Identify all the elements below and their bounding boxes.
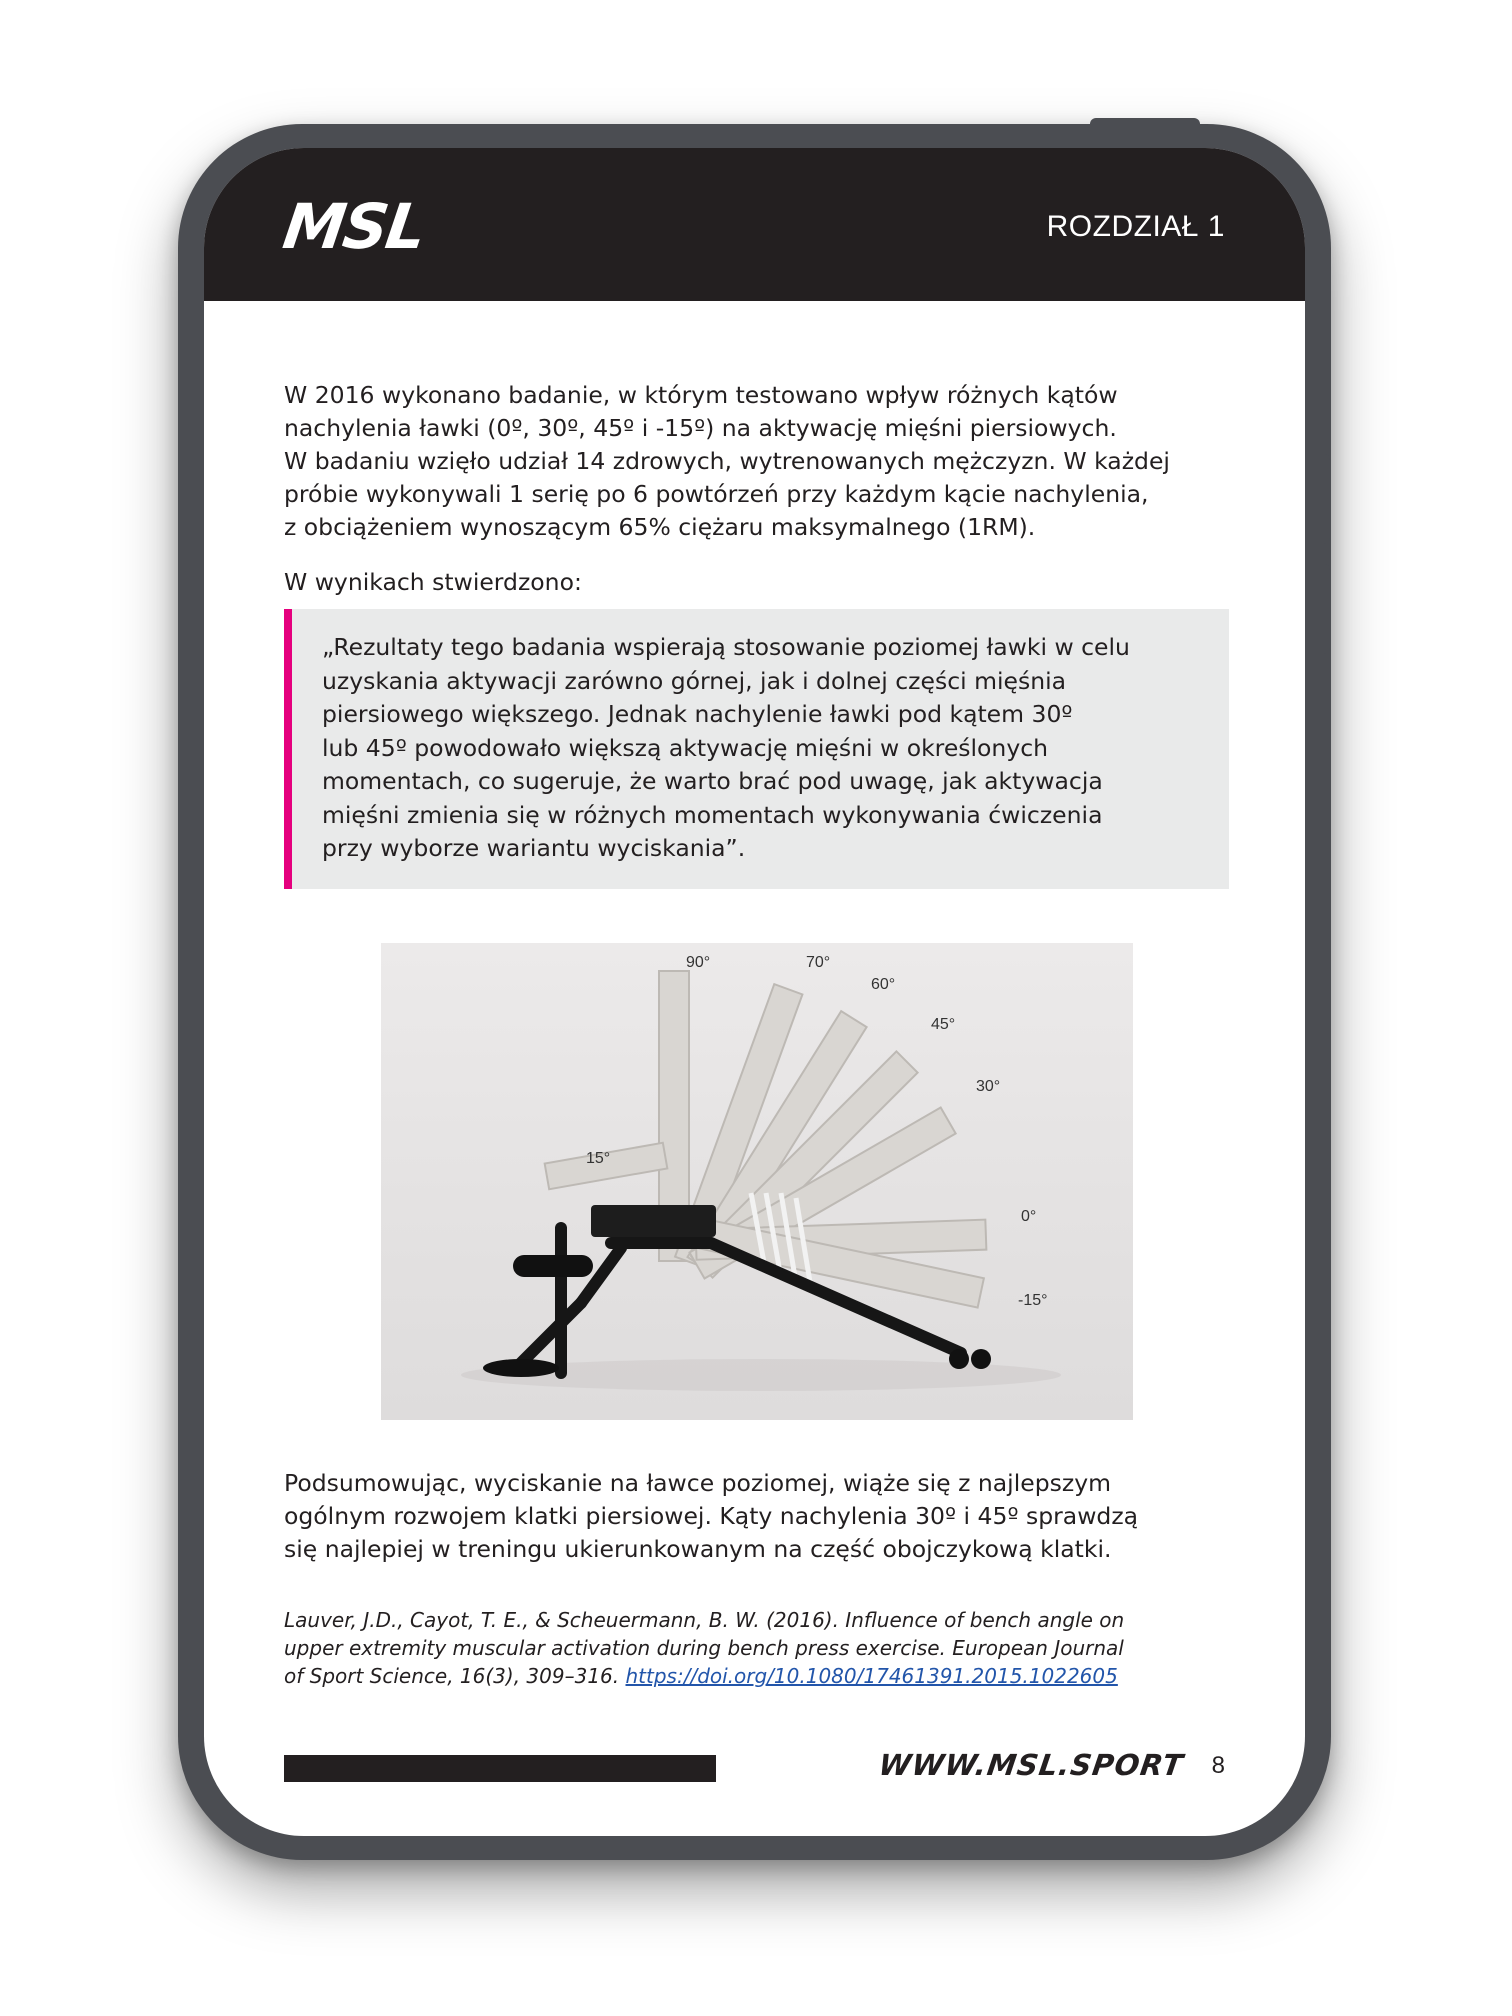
- quote-line: mięśni zmienia się w różnych momentach wykonywania ćwiczenia: [322, 800, 1103, 829]
- reference: [284, 1606, 1244, 1690]
- side-button: [1318, 564, 1330, 654]
- angle-label-60: 60°: [871, 976, 896, 993]
- footer-bar: [284, 1755, 716, 1782]
- reference-line: [284, 1662, 1244, 1690]
- quote-line: uzyskania aktywacji zarówno górnej, jak i dolnej części mięśnia: [322, 666, 1067, 695]
- reference-line: Lauver, J.D., Cayot, T. E., & Scheuermann, B. W. (2016). Influence of bench angle on: [284, 1608, 1125, 1632]
- angle-label-minus15: -15°: [1018, 1292, 1048, 1309]
- angle-label-90: 90°: [686, 954, 711, 971]
- page-number: 8: [1211, 1752, 1225, 1779]
- reference-line: upper extremity muscular activation during bench press exercise. European Journal: [284, 1636, 1124, 1660]
- tablet-frame: [178, 124, 1331, 1860]
- summary-paragraph: [284, 1467, 1224, 1566]
- quote-line: przy wyborze wariantu wyciskania”.: [322, 834, 746, 862]
- intro-line: z obciążeniem wynoszącym 65% ciężaru maksymalnego (1RM).: [284, 513, 1036, 541]
- quote-line: momentach, co sugeruje, że warto brać pod uwagę, jak aktywacja: [322, 767, 1103, 795]
- intro-paragraph: [284, 379, 1224, 544]
- doi-link[interactable]: https://doi.org/10.1080/17461391.2015.1022605: [625, 1664, 1118, 1688]
- page-screen: [204, 148, 1305, 1836]
- quote-block: [284, 609, 1229, 889]
- summary-line: ogólnym rozwojem klatki piersiowej. Kąty nachylenia 30º i 45º sprawdzą: [284, 1502, 1139, 1530]
- intro-line: W 2016 wykonano badanie, w którym testowano wpływ różnych kątów: [284, 381, 1118, 409]
- summary-line: się najlepiej w treningu ukierunkowanym na część obojczykową klatki.: [284, 1535, 1112, 1563]
- top-button: [1090, 118, 1200, 128]
- angle-label-30: 30°: [976, 1078, 1001, 1095]
- angle-label-45: 45°: [931, 1016, 956, 1033]
- summary-line: Podsumowując, wyciskanie na ławce poziomej, wiąże się z najlepszym: [284, 1469, 1111, 1497]
- side-button: [1318, 454, 1330, 544]
- angle-label-70: 70°: [806, 954, 831, 971]
- reference-text: of Sport Science, 16(3), 309–316.: [284, 1664, 620, 1688]
- msl-logo: MSL: [278, 190, 429, 263]
- intro-line: W badaniu wzięło udział 14 zdrowych, wytrenowanych mężczyzn. W każdej: [284, 447, 1170, 475]
- footer-website: WWW.MSL.SPORT: [876, 1748, 1186, 1782]
- results-intro: W wynikach stwierdzono:: [284, 568, 582, 596]
- angle-label-15: 15°: [586, 1150, 611, 1167]
- quote-line: „Rezultaty tego badania wspierają stosowanie poziomej ławki w celu: [322, 633, 1130, 661]
- bench-illustration: [381, 943, 1133, 1420]
- angle-label-0: 0°: [1021, 1208, 1037, 1225]
- intro-line: nachylenia ławki (0º, 30º, 45º i -15º) na aktywację mięśni piersiowych.: [284, 414, 1117, 442]
- intro-line: próbie wykonywali 1 serię po 6 powtórzeń przy każdym kącie nachylenia,: [284, 480, 1149, 508]
- page-header: [204, 148, 1305, 301]
- bench-angles-photo: [381, 943, 1133, 1420]
- quote-line: lub 45º powodowało większą aktywację mięśni w określonych: [322, 733, 1049, 762]
- chapter-label: ROZDZIAŁ 1: [1046, 210, 1225, 243]
- quote-line: piersiowego większego. Jednak nachylenie ławki pod kątem 30º: [322, 700, 1073, 728]
